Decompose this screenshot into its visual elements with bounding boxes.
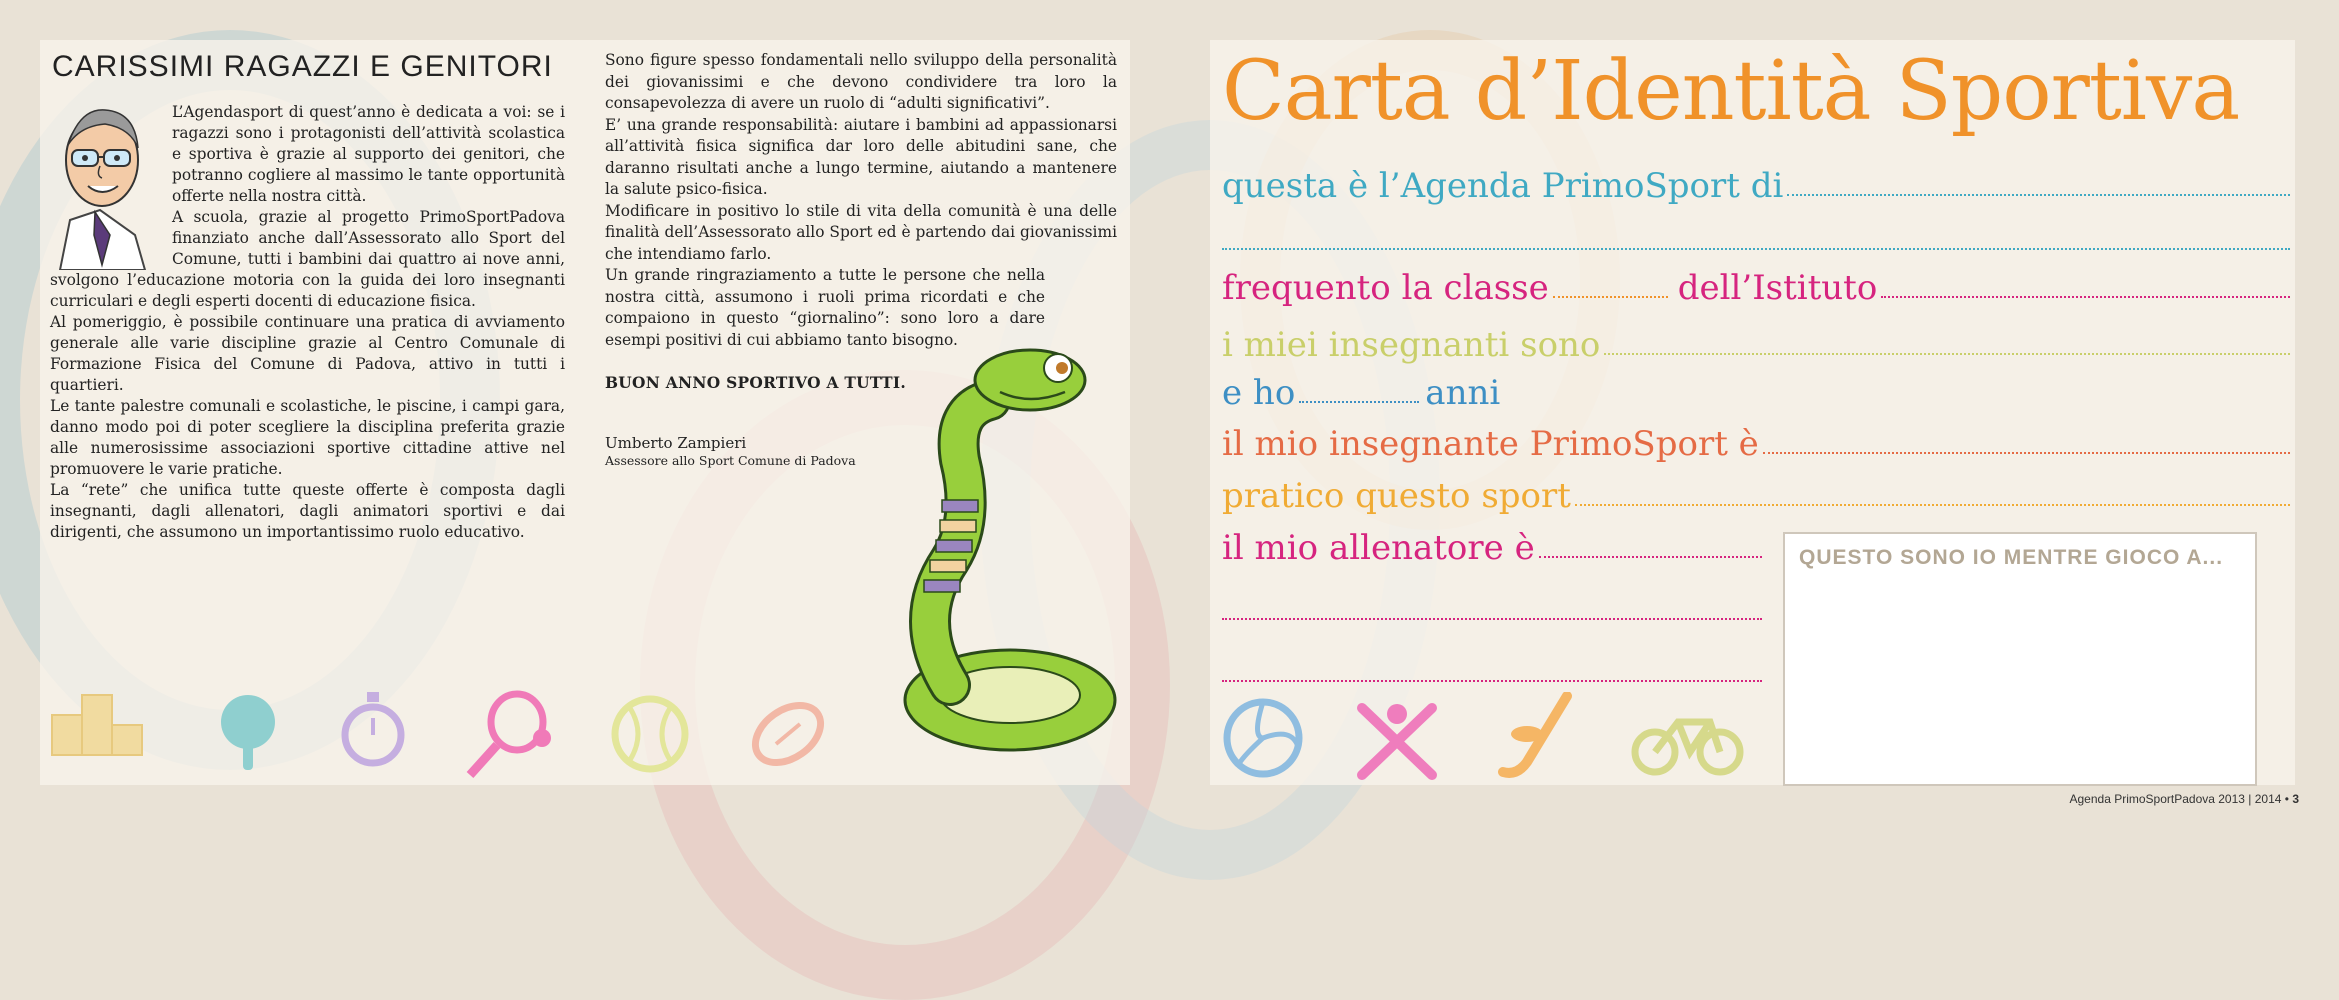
fill-in-field[interactable]	[1881, 296, 2290, 298]
fill-in-field[interactable]	[1222, 248, 2290, 250]
fill-in-field[interactable]	[1553, 296, 1668, 298]
fill-in-field[interactable]	[1604, 353, 2290, 355]
fill-in-field[interactable]	[1575, 504, 2290, 506]
letter-paragraph: Modificare in positivo lo stile di vita della comunità è una delle finalità dell’Assessorato allo Sport ed è partendo dai giovanissimi che intendiamo farlo.	[605, 201, 1117, 263]
volleyball-icon	[1222, 697, 1304, 783]
page-number: 3	[2292, 792, 2299, 806]
fill-in-field[interactable]	[1763, 452, 2290, 454]
form-label: anni	[1425, 373, 1501, 413]
teacher-caricature	[50, 100, 158, 270]
footer-text: Agenda PrimoSportPadova 2013 | 2014 •	[2069, 792, 2289, 806]
baseball-bats-icon	[1352, 700, 1442, 784]
form-line-agenda	[1222, 166, 2290, 206]
fill-in-field[interactable]	[1299, 401, 1419, 403]
baseball-icon	[610, 694, 690, 778]
closing-greeting: BUON ANNO SPORTIVO A TUTTI.	[605, 374, 906, 392]
fill-in-field[interactable]	[1222, 618, 1762, 620]
form-line-sport	[1222, 476, 2290, 516]
fill-in-field[interactable]	[1539, 556, 1762, 558]
letter-paragraph: Un grande ringraziamento a tutte le persone che nella nostra città, assumono i ruoli prima ricordati e che compaiono in questo “giornalino”: sono loro a dare esempi positivi di cui abbiamo tanto bisogno.	[605, 266, 1045, 349]
form-label: pratico questo sport	[1222, 476, 1571, 516]
letter-paragraph: Al pomeriggio, è possibile continuare una pratica di avviamento generale alle varie discipline grazie al Centro Comunale di Formazione Fisica del Comune di Padova, attivo in tutti i quartieri.	[50, 313, 565, 394]
letter-paragraph: L’Agendasport di quest’anno è dedicata a voi: se i ragazzi sono i protagonisti dell’attività scolastica e sportiva è grazie al supporto dei genitori, che potranno cogliere al massimo le tante opportunità offerte nella nostra città.	[172, 103, 565, 205]
signature-name: Umberto Zampieri	[605, 433, 747, 452]
hockey-stick-icon	[1497, 692, 1577, 786]
snake-mascot	[890, 340, 1130, 764]
letter-paragraph: Sono figure spesso fondamentali nello sviluppo della personalità dei giovanissimi e che devono condividere tra loro la consapevolezza di avere un ruolo di “adulti significativi”.	[605, 51, 1117, 112]
stopwatch-icon	[338, 690, 408, 774]
form-label: e ho	[1222, 373, 1296, 413]
letter-paragraph: E’ una grande responsabilità: aiutare i bambini ad appassionarsi all’attività fisica significa dar loro delle abitudini sane, che daranno risultati anche a lungo termine, aiutando a mantenere la salute psico-fisica.	[605, 115, 1117, 198]
page-footer	[2070, 792, 2300, 806]
letter-column-1	[50, 102, 565, 543]
form-label: dell’Istituto	[1677, 268, 1878, 308]
form-line-primosport	[1222, 424, 2290, 464]
form-line-eta	[1222, 373, 1500, 413]
fill-in-field[interactable]	[1222, 680, 1762, 682]
page-heading: CARISSIMI RAGAZZI E GENITORI	[52, 50, 553, 83]
letter-paragraph: Le tante palestre comunali e scolastiche, le piscine, i campi gara, danno modo poi di poter scegliere la disciplina preferita grazie alle numerosissime associazioni sportive cittadine attive nel promuovere le varie pratiche.	[50, 397, 565, 478]
bicycle-icon	[1630, 702, 1745, 781]
podium-icon	[50, 690, 145, 764]
form-line-allenatore	[1222, 528, 1762, 568]
signature-role: Assessore allo Sport Comune di Padova	[605, 453, 856, 468]
fill-in-field[interactable]	[1787, 194, 2290, 196]
photo-box[interactable]	[1783, 532, 2257, 786]
form-line-insegnanti	[1222, 325, 2290, 365]
letter-paragraph: A scuola, grazie al progetto PrimoSportPadova finanziato anche dall’Assessorato allo Sport del Comune, tutti i bambini dai quattro ai nove anni, svolgono l’educazione motoria con la guida dei loro insegnanti curriculari e degli esperti docenti di educazione fisica.	[50, 208, 565, 310]
ping-pong-icon	[208, 692, 288, 776]
form-line-classe	[1222, 268, 2290, 308]
football-icon	[748, 696, 828, 775]
form-label: questa è l’Agenda PrimoSport di	[1222, 166, 1784, 206]
form-label: il mio insegnante PrimoSport è	[1222, 424, 1759, 464]
form-label: i miei insegnanti sono	[1222, 325, 1601, 365]
page-title: Carta d’Identità Sportiva	[1222, 44, 2240, 139]
form-label: il mio allenatore è	[1222, 528, 1535, 568]
tennis-racket-icon	[462, 690, 557, 784]
form-label: frequento la classe	[1222, 268, 1549, 308]
letter-paragraph: La “rete” che unifica tutte queste offerte è composta dagli insegnanti, dagli allenatori, dagli animatori sportivi e dai dirigenti, che assumono un importantissimo ruolo educativo.	[50, 481, 565, 541]
photo-box-label: QUESTO SONO IO MENTRE GIOCO A...	[1799, 546, 2224, 569]
